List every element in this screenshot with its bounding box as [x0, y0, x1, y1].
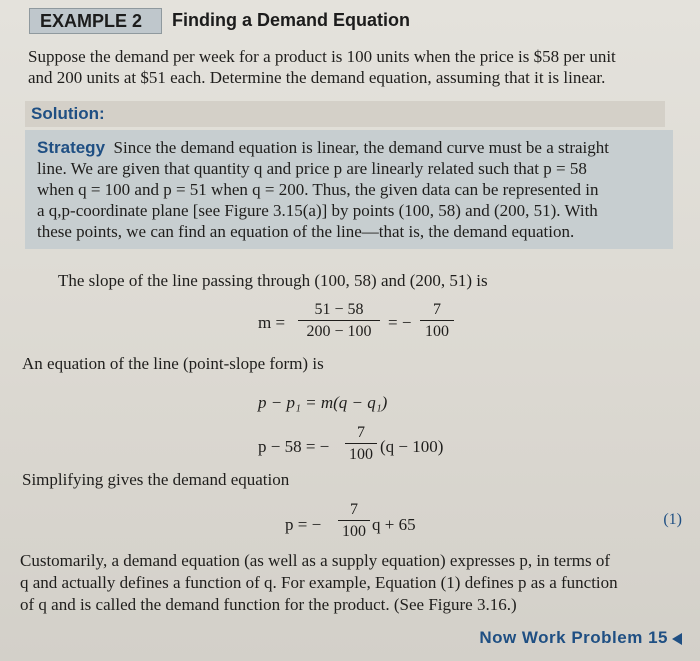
closing-line-1: Customarily, a demand equation (as well as a supply equation) expresses p, in terms of — [20, 551, 610, 570]
slope-denominator-2: 100 — [425, 323, 449, 340]
problem-line-2: and 200 units at $51 each. Determine the demand equation, assuming that it is linear. — [28, 68, 606, 87]
strategy-label: Strategy — [37, 138, 106, 157]
triangle-left-icon — [672, 633, 682, 645]
slope-denominator-1: 200 − 100 — [306, 323, 372, 340]
slope-fraction-1 — [298, 300, 380, 341]
demand-denominator: 100 — [342, 523, 366, 540]
simplify-intro: Simplifying gives the demand equation — [22, 470, 290, 489]
strategy-line-1: Since the demand equation is linear, the demand curve must be a straight — [113, 138, 610, 157]
point-slope-equation: p − p₁ = m(q − q₁) — [258, 393, 388, 412]
fraction-bar — [338, 520, 370, 521]
slope-numerator-2: 7 — [433, 301, 441, 318]
fraction-bar — [420, 320, 454, 321]
example-label: EXAMPLE 2 — [29, 8, 162, 34]
strategy-text — [37, 137, 667, 242]
equation-number: (1) — [663, 511, 682, 528]
point-line-numerator: 7 — [357, 424, 365, 441]
now-work-link[interactable] — [479, 628, 682, 648]
demand-rhs: q + 65 — [372, 515, 416, 534]
point-line-lhs: p − 58 = − — [258, 437, 330, 456]
slope-intro: The slope of the line passing through (100, 58) and (200, 51) is — [58, 271, 488, 290]
example-title: Finding a Demand Equation — [172, 10, 410, 30]
fraction-bar — [345, 443, 377, 444]
fraction-bar — [298, 320, 380, 321]
closing-line-3: of q and is called the demand function for the product. (See Figure 3.16.) — [20, 595, 517, 614]
point-line-rhs: (q − 100) — [380, 437, 444, 456]
slope-fraction-2 — [420, 300, 454, 341]
slope-lhs: m = — [258, 313, 286, 332]
demand-lhs: p = − — [285, 515, 322, 534]
strategy-line-5: these points, we can find an equation of the line—that is, the demand equation. — [37, 222, 575, 241]
demand-fraction — [338, 500, 370, 541]
now-work-label: Now Work Problem 15 — [479, 628, 668, 647]
solution-heading: Solution: — [25, 101, 665, 127]
point-line-denominator: 100 — [349, 446, 373, 463]
slope-numerator-1: 51 − 58 — [314, 301, 364, 318]
point-slope-intro: An equation of the line (point-slope form) is — [22, 354, 324, 373]
point-line-fraction — [345, 423, 377, 464]
closing-line-2: q and actually defines a function of q. For example, Equation (1) defines p as a function — [20, 573, 618, 592]
demand-numerator: 7 — [350, 501, 358, 518]
problem-line-1: Suppose the demand per week for a product is 100 units when the price is $58 per unit — [28, 47, 616, 66]
slope-equals: = − — [388, 313, 412, 332]
strategy-line-4: a q,p-coordinate plane [see Figure 3.15(a)] by points (100, 58) and (200, 51). With — [37, 201, 598, 220]
strategy-line-3: when q = 100 and p = 51 when q = 200. Thus, the given data can be represented in — [37, 180, 599, 199]
strategy-line-2: line. We are given that quantity q and price p are linearly related such that p = 58 — [37, 159, 587, 178]
